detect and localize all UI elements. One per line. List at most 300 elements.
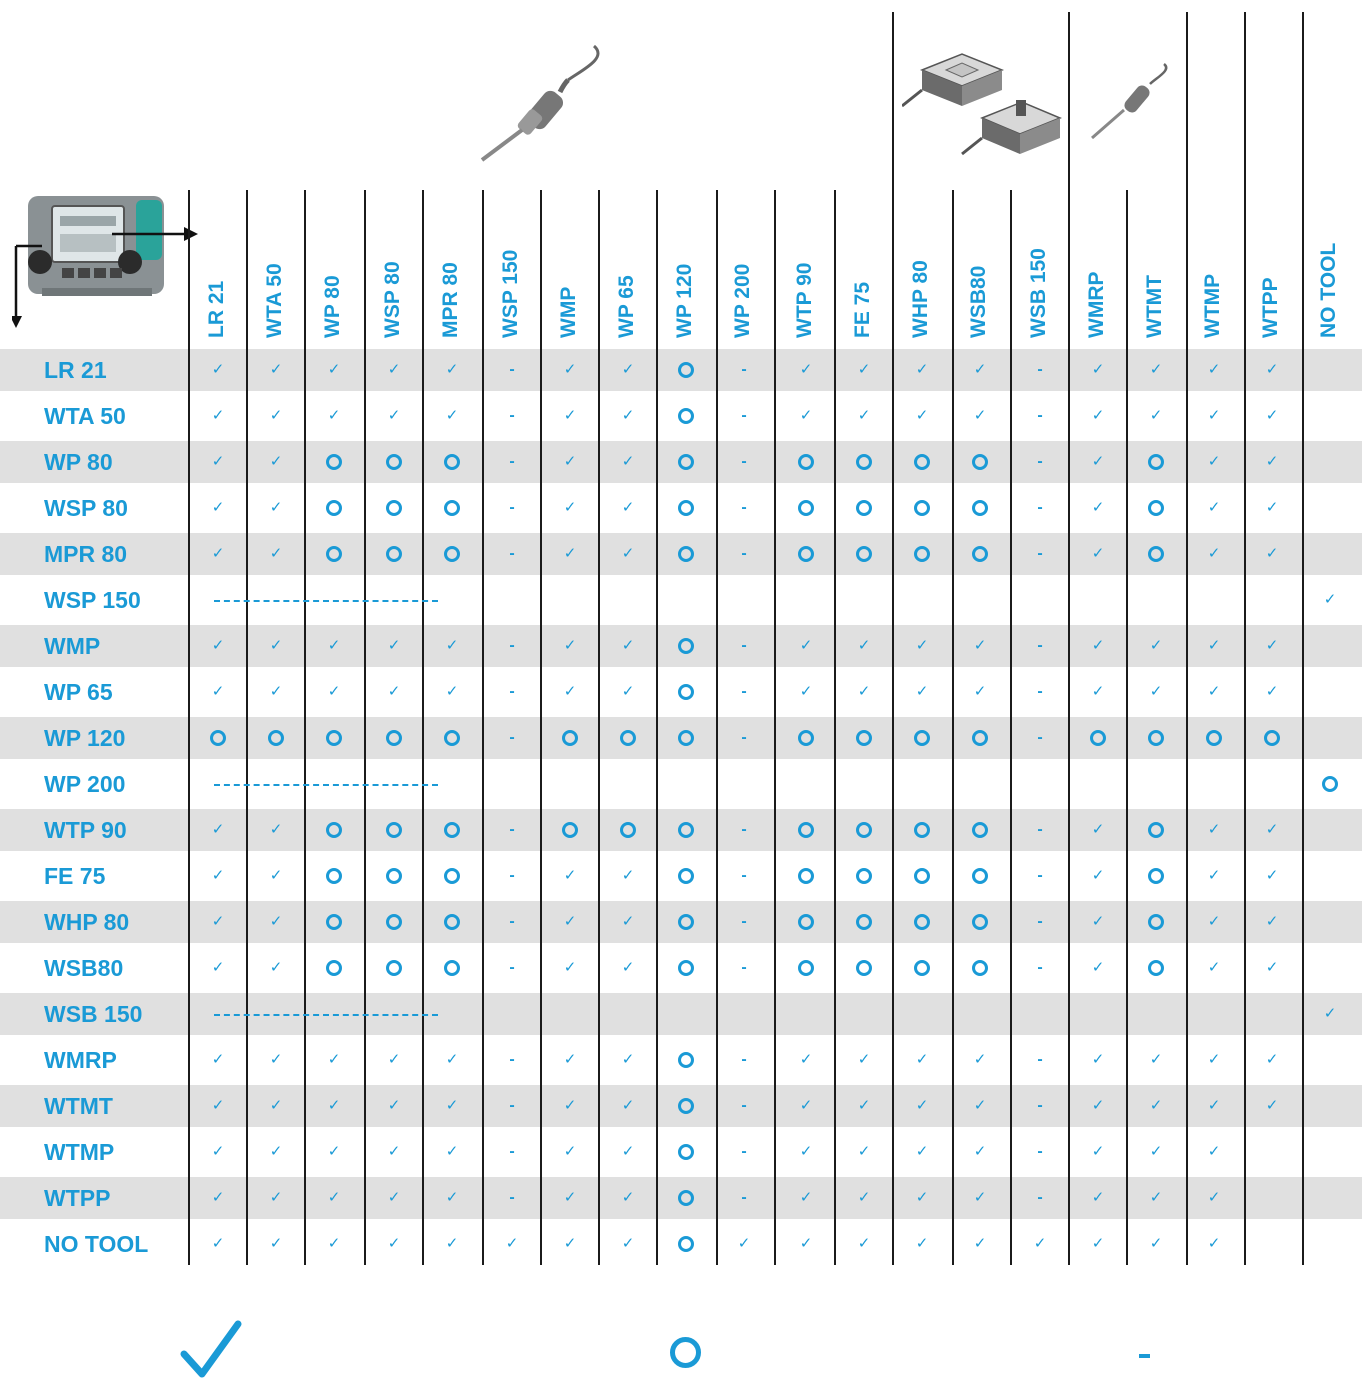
column-divider — [774, 190, 776, 1265]
compatible-check-icon: ✓ — [1091, 453, 1105, 470]
incompatible-dash-icon: - — [741, 407, 747, 424]
compatible-check-icon: ✓ — [1265, 361, 1279, 378]
incompatible-dash-icon: - — [1037, 499, 1043, 516]
partial-circle-icon — [678, 1098, 694, 1114]
compatible-check-icon: ✓ — [1149, 1143, 1163, 1160]
compatible-check-icon: ✓ — [387, 407, 401, 424]
row-label: WHP 80 — [44, 909, 130, 935]
compatible-check-icon: ✓ — [387, 683, 401, 700]
compatible-check-icon: ✓ — [1207, 821, 1221, 838]
compatible-check-icon: ✓ — [1265, 637, 1279, 654]
partial-circle-icon — [1148, 500, 1164, 516]
compatible-check-icon: ✓ — [327, 1143, 341, 1160]
incompatible-dash-icon: - — [509, 361, 515, 378]
column-divider — [1186, 12, 1188, 1265]
partial-circle-icon — [386, 454, 402, 470]
column-header: MPR 80 — [439, 262, 462, 338]
incompatible-dash-icon: - — [509, 1189, 515, 1206]
row-label: FE 75 — [44, 863, 106, 889]
incompatible-dash-icon: - — [1037, 683, 1043, 700]
compatible-check-icon: ✓ — [269, 1189, 283, 1206]
row-label: WTPP — [44, 1185, 111, 1211]
partial-circle-icon — [678, 1236, 694, 1252]
not-applicable-line — [214, 600, 438, 602]
row-band — [0, 993, 1362, 1035]
compatible-check-icon: ✓ — [445, 407, 459, 424]
partial-circle-icon — [798, 822, 814, 838]
compatible-check-icon: ✓ — [621, 1235, 635, 1252]
compatible-check-icon: ✓ — [915, 1189, 929, 1206]
compatible-check-icon: ✓ — [327, 1097, 341, 1114]
compatible-check-icon: ✓ — [1149, 407, 1163, 424]
partial-circle-icon — [678, 454, 694, 470]
partial-circle-icon — [914, 960, 930, 976]
incompatible-dash-icon: - — [509, 1097, 515, 1114]
compatible-check-icon: ✓ — [269, 683, 283, 700]
compatible-check-icon: ✓ — [973, 1051, 987, 1068]
compatible-check-icon: ✓ — [621, 637, 635, 654]
row-label: WSP 150 — [44, 587, 141, 613]
compatible-check-icon: ✓ — [1091, 1235, 1105, 1252]
partial-circle-icon — [386, 500, 402, 516]
compatible-check-icon: ✓ — [621, 1097, 635, 1114]
partial-circle-icon — [386, 868, 402, 884]
partial-circle-icon — [972, 454, 988, 470]
column-header: WP 120 — [673, 263, 696, 338]
preheating-plate-icon — [902, 50, 1062, 170]
compatible-check-icon: ✓ — [1207, 545, 1221, 562]
incompatible-dash-icon: - — [741, 1143, 747, 1160]
partial-circle-icon — [678, 408, 694, 424]
column-header: WHP 80 — [909, 260, 932, 338]
compatible-check-icon: ✓ — [387, 1051, 401, 1068]
compatible-check-icon: ✓ — [445, 1235, 459, 1252]
compatible-check-icon: ✓ — [211, 1097, 225, 1114]
compatible-check-icon: ✓ — [857, 1051, 871, 1068]
incompatible-dash-icon: - — [1037, 959, 1043, 976]
incompatible-dash-icon: - — [509, 499, 515, 516]
compatible-check-icon: ✓ — [799, 637, 813, 654]
compatible-check-icon: ✓ — [737, 1235, 751, 1252]
compatible-check-icon: ✓ — [1091, 499, 1105, 516]
compatible-check-icon: ✓ — [973, 1235, 987, 1252]
compatible-check-icon: ✓ — [563, 499, 577, 516]
partial-circle-icon — [326, 914, 342, 930]
partial-circle-icon — [856, 500, 872, 516]
compatible-check-icon: ✓ — [269, 361, 283, 378]
compatible-check-icon: ✓ — [269, 545, 283, 562]
compatible-check-icon: ✓ — [269, 821, 283, 838]
incompatible-dash-icon: - — [741, 453, 747, 470]
compatible-check-icon: ✓ — [387, 361, 401, 378]
row-label: WP 120 — [44, 725, 126, 751]
row-label: WP 65 — [44, 679, 113, 705]
incompatible-dash-icon: - — [741, 1051, 747, 1068]
compatible-check-icon: ✓ — [1091, 913, 1105, 930]
compatible-check-icon: ✓ — [1207, 407, 1221, 424]
compatible-check-icon: ✓ — [563, 1235, 577, 1252]
row-label: WSB 150 — [44, 1001, 143, 1027]
compatible-check-icon: ✓ — [857, 1189, 871, 1206]
partial-circle-icon — [444, 454, 460, 470]
partial-circle-icon — [856, 868, 872, 884]
incompatible-dash-icon: - — [509, 453, 515, 470]
partial-circle-icon — [678, 500, 694, 516]
partial-circle-icon — [268, 730, 284, 746]
incompatible-dash-icon: - — [1037, 821, 1043, 838]
compatible-check-icon: ✓ — [621, 683, 635, 700]
compatible-check-icon: ✓ — [857, 1097, 871, 1114]
row-label: WP 80 — [44, 449, 113, 475]
compatible-check-icon: ✓ — [1091, 1189, 1105, 1206]
column-header: WP 65 — [615, 275, 638, 338]
column-header: WMP — [557, 286, 580, 338]
compatible-check-icon: ✓ — [1091, 361, 1105, 378]
column-header: WSB80 — [967, 265, 990, 338]
column-divider — [1126, 190, 1128, 1265]
compatible-check-icon: ✓ — [621, 913, 635, 930]
compatible-check-icon: ✓ — [857, 407, 871, 424]
partial-circle-icon — [1148, 868, 1164, 884]
compatible-check-icon: ✓ — [1265, 499, 1279, 516]
partial-circle-icon — [620, 822, 636, 838]
partial-circle-icon — [678, 914, 694, 930]
incompatible-dash-icon: - — [741, 821, 747, 838]
compatible-check-icon: ✓ — [1265, 453, 1279, 470]
compatible-check-icon: ✓ — [1091, 637, 1105, 654]
incompatible-dash-icon: - — [509, 407, 515, 424]
row-label: WMRP — [44, 1047, 117, 1073]
partial-circle-icon — [678, 960, 694, 976]
compatible-check-icon: ✓ — [1033, 1235, 1047, 1252]
compatible-check-icon: ✓ — [387, 1097, 401, 1114]
column-divider — [892, 12, 894, 1265]
compatible-check-icon: ✓ — [973, 361, 987, 378]
incompatible-dash-icon: - — [1037, 637, 1043, 654]
compatible-check-icon: ✓ — [1207, 499, 1221, 516]
compatible-check-icon: ✓ — [621, 545, 635, 562]
compatible-check-icon: ✓ — [1207, 1097, 1221, 1114]
incompatible-dash-icon: - — [1037, 545, 1043, 562]
partial-circle-icon — [678, 638, 694, 654]
compatible-check-icon: ✓ — [1091, 821, 1105, 838]
compatible-check-icon: ✓ — [269, 407, 283, 424]
column-header: WTPP — [1259, 277, 1282, 338]
compatible-check-icon: ✓ — [1323, 591, 1337, 608]
column-divider — [716, 190, 718, 1265]
compatible-check-icon: ✓ — [327, 637, 341, 654]
compatible-check-icon: ✓ — [1265, 821, 1279, 838]
incompatible-dash-icon: - — [509, 683, 515, 700]
column-header: NO TOOL — [1317, 242, 1340, 338]
partial-circle-icon — [856, 454, 872, 470]
compatible-check-icon: ✓ — [1207, 913, 1221, 930]
partial-circle-icon — [386, 914, 402, 930]
column-divider — [304, 190, 306, 1265]
row-label: WTMT — [44, 1093, 113, 1119]
compatible-check-icon: ✓ — [269, 1235, 283, 1252]
compatible-check-icon: ✓ — [563, 1143, 577, 1160]
compatible-check-icon: ✓ — [621, 407, 635, 424]
incompatible-dash-icon: - — [1037, 913, 1043, 930]
compatible-check-icon: ✓ — [973, 1143, 987, 1160]
partial-circle-icon — [326, 822, 342, 838]
incompatible-dash-icon: - — [1037, 1143, 1043, 1160]
compatible-check-icon: ✓ — [973, 1189, 987, 1206]
compatible-check-icon: ✓ — [269, 867, 283, 884]
partial-circle-icon — [678, 1190, 694, 1206]
legend-dash-icon — [1139, 1354, 1150, 1358]
partial-circle-icon — [798, 730, 814, 746]
partial-circle-icon — [798, 454, 814, 470]
partial-circle-icon — [678, 1144, 694, 1160]
row-label: WP 200 — [44, 771, 126, 797]
compatible-check-icon: ✓ — [563, 913, 577, 930]
incompatible-dash-icon: - — [741, 913, 747, 930]
compatible-check-icon: ✓ — [1091, 959, 1105, 976]
partial-circle-icon — [972, 546, 988, 562]
partial-circle-icon — [972, 914, 988, 930]
incompatible-dash-icon: - — [1037, 361, 1043, 378]
partial-circle-icon — [386, 960, 402, 976]
compatible-check-icon: ✓ — [269, 1097, 283, 1114]
partial-circle-icon — [444, 730, 460, 746]
compatible-check-icon: ✓ — [621, 453, 635, 470]
compatible-check-icon: ✓ — [211, 545, 225, 562]
compatible-check-icon: ✓ — [563, 407, 577, 424]
compatible-check-icon: ✓ — [621, 959, 635, 976]
legend-circle-icon — [670, 1337, 701, 1368]
column-divider — [1302, 12, 1304, 1265]
compatible-check-icon: ✓ — [327, 1189, 341, 1206]
compatible-check-icon: ✓ — [211, 683, 225, 700]
partial-circle-icon — [1148, 546, 1164, 562]
not-applicable-line — [214, 784, 438, 786]
column-header: WTMP — [1201, 273, 1224, 338]
partial-circle-icon — [972, 868, 988, 884]
incompatible-dash-icon: - — [741, 499, 747, 516]
compatible-check-icon: ✓ — [857, 361, 871, 378]
column-header: WP 200 — [731, 263, 754, 338]
partial-circle-icon — [798, 914, 814, 930]
compatible-check-icon: ✓ — [1207, 1143, 1221, 1160]
partial-circle-icon — [678, 730, 694, 746]
partial-circle-icon — [856, 960, 872, 976]
row-label: WTA 50 — [44, 403, 126, 429]
partial-circle-icon — [326, 730, 342, 746]
compatible-check-icon: ✓ — [1207, 1235, 1221, 1252]
incompatible-dash-icon: - — [1037, 453, 1043, 470]
incompatible-dash-icon: - — [509, 545, 515, 562]
incompatible-dash-icon: - — [509, 821, 515, 838]
compatible-check-icon: ✓ — [211, 453, 225, 470]
partial-circle-icon — [326, 868, 342, 884]
compatible-check-icon: ✓ — [211, 637, 225, 654]
compatible-check-icon: ✓ — [1265, 913, 1279, 930]
incompatible-dash-icon: - — [509, 913, 515, 930]
row-label: WTMP — [44, 1139, 115, 1165]
compatible-check-icon: ✓ — [799, 407, 813, 424]
compatible-check-icon: ✓ — [1323, 1005, 1337, 1022]
compatible-check-icon: ✓ — [621, 361, 635, 378]
column-divider — [1068, 12, 1070, 1265]
compatible-check-icon: ✓ — [1207, 867, 1221, 884]
compatible-check-icon: ✓ — [799, 1189, 813, 1206]
partial-circle-icon — [1264, 730, 1280, 746]
column-divider — [482, 190, 484, 1265]
compatible-check-icon: ✓ — [1207, 453, 1221, 470]
compatible-check-icon: ✓ — [915, 1143, 929, 1160]
incompatible-dash-icon: - — [1037, 867, 1043, 884]
column-header: WSP 150 — [499, 249, 522, 338]
partial-circle-icon — [562, 822, 578, 838]
partial-circle-icon — [210, 730, 226, 746]
compatible-check-icon: ✓ — [915, 683, 929, 700]
compatible-check-icon: ✓ — [445, 637, 459, 654]
column-header: WP 80 — [321, 275, 344, 338]
compatible-check-icon: ✓ — [269, 913, 283, 930]
compatible-check-icon: ✓ — [1091, 407, 1105, 424]
compatible-check-icon: ✓ — [445, 1189, 459, 1206]
compatible-check-icon: ✓ — [1265, 1097, 1279, 1114]
incompatible-dash-icon: - — [509, 867, 515, 884]
partial-circle-icon — [678, 362, 694, 378]
compatible-check-icon: ✓ — [1207, 637, 1221, 654]
partial-circle-icon — [1206, 730, 1222, 746]
compatible-check-icon: ✓ — [269, 1051, 283, 1068]
partial-circle-icon — [856, 730, 872, 746]
compatible-check-icon: ✓ — [857, 1235, 871, 1252]
incompatible-dash-icon: - — [741, 361, 747, 378]
compatible-check-icon: ✓ — [445, 361, 459, 378]
column-header: WMRP — [1085, 271, 1108, 338]
compatible-check-icon: ✓ — [799, 683, 813, 700]
row-label: NO TOOL — [44, 1231, 149, 1257]
compatible-check-icon: ✓ — [445, 1097, 459, 1114]
compatible-check-icon: ✓ — [211, 407, 225, 424]
partial-circle-icon — [914, 546, 930, 562]
partial-circle-icon — [386, 546, 402, 562]
compatible-check-icon: ✓ — [799, 1235, 813, 1252]
compatible-check-icon: ✓ — [445, 1143, 459, 1160]
compatible-check-icon: ✓ — [563, 361, 577, 378]
partial-circle-icon — [914, 868, 930, 884]
incompatible-dash-icon: - — [509, 1051, 515, 1068]
compatible-check-icon: ✓ — [387, 1235, 401, 1252]
compatible-check-icon: ✓ — [1149, 637, 1163, 654]
compatible-check-icon: ✓ — [915, 407, 929, 424]
compatible-check-icon: ✓ — [857, 637, 871, 654]
compatible-check-icon: ✓ — [621, 1051, 635, 1068]
compatible-check-icon: ✓ — [973, 1097, 987, 1114]
compatible-check-icon: ✓ — [1265, 683, 1279, 700]
partial-circle-icon — [386, 730, 402, 746]
compatible-check-icon: ✓ — [1265, 959, 1279, 976]
incompatible-dash-icon: - — [741, 1189, 747, 1206]
column-header: FE 75 — [851, 281, 874, 338]
compatible-check-icon: ✓ — [211, 361, 225, 378]
column-header: WTMT — [1143, 275, 1166, 338]
compatible-check-icon: ✓ — [915, 1097, 929, 1114]
compatible-check-icon: ✓ — [269, 1143, 283, 1160]
partial-circle-icon — [798, 546, 814, 562]
compatible-check-icon: ✓ — [327, 1235, 341, 1252]
partial-circle-icon — [914, 822, 930, 838]
partial-circle-icon — [856, 914, 872, 930]
compatible-check-icon: ✓ — [1265, 545, 1279, 562]
incompatible-dash-icon: - — [509, 729, 515, 746]
compatible-check-icon: ✓ — [563, 683, 577, 700]
partial-circle-icon — [1148, 454, 1164, 470]
micro-soldering-iron-icon — [1086, 60, 1176, 150]
partial-circle-icon — [444, 500, 460, 516]
incompatible-dash-icon: - — [509, 1143, 515, 1160]
compatible-check-icon: ✓ — [857, 683, 871, 700]
partial-circle-icon — [444, 960, 460, 976]
compatible-check-icon: ✓ — [563, 453, 577, 470]
compatible-check-icon: ✓ — [211, 913, 225, 930]
compatible-check-icon: ✓ — [563, 1189, 577, 1206]
partial-circle-icon — [678, 822, 694, 838]
compatible-check-icon: ✓ — [211, 1189, 225, 1206]
compatible-check-icon: ✓ — [857, 1143, 871, 1160]
compatible-check-icon: ✓ — [1265, 1051, 1279, 1068]
column-header: WSB 150 — [1027, 248, 1050, 338]
row-label: WSP 80 — [44, 495, 128, 521]
column-header: WSP 80 — [381, 261, 404, 338]
partial-circle-icon — [914, 454, 930, 470]
partial-circle-icon — [798, 500, 814, 516]
partial-circle-icon — [798, 868, 814, 884]
compatible-check-icon: ✓ — [269, 499, 283, 516]
compatible-check-icon: ✓ — [211, 1235, 225, 1252]
compatible-check-icon: ✓ — [327, 407, 341, 424]
compatible-check-icon: ✓ — [915, 361, 929, 378]
partial-circle-icon — [972, 500, 988, 516]
incompatible-dash-icon: - — [741, 729, 747, 746]
compatible-check-icon: ✓ — [1149, 1189, 1163, 1206]
row-label: WSB80 — [44, 955, 124, 981]
compatible-check-icon: ✓ — [1207, 1189, 1221, 1206]
row-label: WMP — [44, 633, 101, 659]
incompatible-dash-icon: - — [741, 637, 747, 654]
soldering-iron-icon — [470, 40, 610, 170]
partial-circle-icon — [1148, 960, 1164, 976]
compatible-check-icon: ✓ — [269, 637, 283, 654]
compatible-check-icon: ✓ — [1091, 545, 1105, 562]
compatible-check-icon: ✓ — [1207, 683, 1221, 700]
column-divider — [540, 190, 542, 1265]
compatible-check-icon: ✓ — [915, 637, 929, 654]
partial-circle-icon — [972, 730, 988, 746]
compatible-check-icon: ✓ — [1149, 361, 1163, 378]
compatible-check-icon: ✓ — [973, 683, 987, 700]
compatible-check-icon: ✓ — [563, 959, 577, 976]
compatible-check-icon: ✓ — [211, 1143, 225, 1160]
compatible-check-icon: ✓ — [563, 867, 577, 884]
incompatible-dash-icon: - — [1037, 407, 1043, 424]
compatible-check-icon: ✓ — [621, 1189, 635, 1206]
column-divider — [834, 190, 836, 1265]
incompatible-dash-icon: - — [741, 867, 747, 884]
partial-circle-icon — [1090, 730, 1106, 746]
partial-circle-icon — [444, 822, 460, 838]
partial-circle-icon — [620, 730, 636, 746]
compatible-check-icon: ✓ — [563, 637, 577, 654]
compatible-check-icon: ✓ — [621, 499, 635, 516]
compatible-check-icon: ✓ — [1149, 683, 1163, 700]
compatible-check-icon: ✓ — [445, 683, 459, 700]
